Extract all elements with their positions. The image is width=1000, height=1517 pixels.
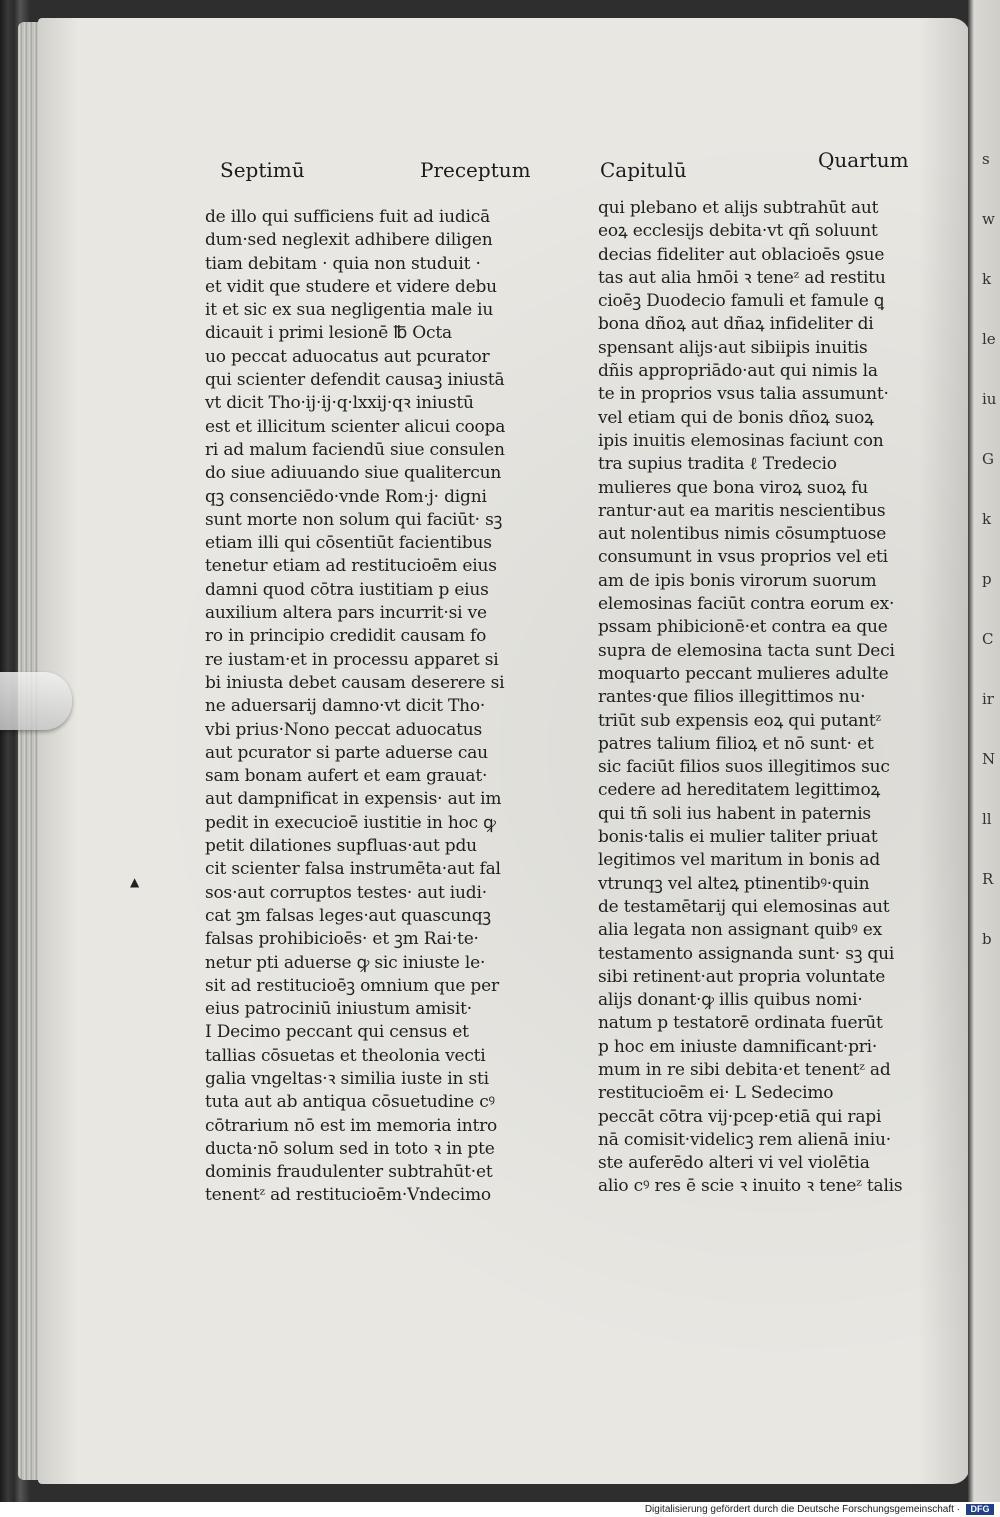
text-line: cioēꝫ Duodecio famuli et famule ꝗ xyxy=(598,291,885,312)
text-line: bona dñoꝝ aut dñaꝝ infideliter di xyxy=(598,314,874,335)
text-line: uo peccat aduocatus aut pcurator xyxy=(205,346,490,367)
text-line: alio cꝰ res ē scie ꝛ inuito ꝛ teneᶻ talis xyxy=(598,1176,903,1197)
text-line: dominis fraudulenter subtrahūt·et xyxy=(205,1162,493,1183)
text-line: sos·aut corruptos testes· aut iudi· xyxy=(205,882,487,903)
text-line: est et illicitum scienter alicui coopa xyxy=(205,416,506,437)
text-line: tallias cōsuetas et theolonia vecti xyxy=(205,1045,486,1066)
facing-page-fragment: N xyxy=(982,750,996,768)
text-line: aut pcurator si parte aduerse cau xyxy=(205,742,488,763)
text-line: sunt morte non solum qui faciūt· sꝫ xyxy=(205,509,503,530)
text-line: eius patrociniū iniustum amisit· xyxy=(205,999,472,1020)
text-line: elemosinas faciūt contra eorum ex· xyxy=(598,594,895,615)
text-line: nā comisit·videlicꝫ rem alienā iniu· xyxy=(598,1129,891,1150)
text-line: sit ad restitucioēꝫ omnium que per xyxy=(205,975,499,996)
text-line: ducta·nō solum sed in toto ꝛ in pte xyxy=(205,1138,495,1159)
facing-page-fragment: le xyxy=(982,330,996,348)
text-line: supra de elemosina tacta sunt Deci xyxy=(598,640,895,661)
text-line: mulieres que bona viroꝝ suoꝝ fu xyxy=(598,477,869,498)
text-line: netur pti aduerse ꝙ sic iniuste le· xyxy=(205,952,486,973)
text-line: vt dicit Tho·ij·ij·q·lxxij·qꝛ iniustū xyxy=(205,393,474,414)
facing-page-fragment: ll xyxy=(982,810,992,828)
text-line: vbi prius·Nono peccat aduocatus xyxy=(205,719,483,740)
text-line: ste auferēdo alteri vi vel violētia xyxy=(598,1153,870,1174)
text-line: am de ipis bonis virorum suorum xyxy=(598,570,877,591)
text-line: et vidit que studere et videre debu xyxy=(205,276,497,297)
text-line: ro in principio credidit causam fo xyxy=(205,626,487,647)
text-line: damni quod cōtra iustitiam p eius xyxy=(205,579,489,600)
text-line: bonis·talis ei mulier taliter priuat xyxy=(598,827,878,848)
facing-page-fragment: p xyxy=(982,570,992,588)
facing-page-fragment: b xyxy=(982,930,992,948)
page-clip xyxy=(0,672,72,730)
text-column-left xyxy=(205,206,535,1208)
text-line: tuta aut ab antiqua cōsuetudine cꝰ xyxy=(205,1092,495,1113)
text-line: peccāt cōtra vij·pcep·etiā qui rapi xyxy=(598,1106,882,1127)
header-right-title: Capitulū xyxy=(600,158,687,182)
text-line: galia vngeltas·ꝛ similia iuste in sti xyxy=(205,1068,489,1089)
text-line: sibi retinent·aut propria voluntate xyxy=(598,966,886,987)
text-line: auxilium altera pars incurrit·si ve xyxy=(205,603,487,624)
text-line: decias fideliter aut oblacioēs ꝯsue xyxy=(598,244,885,265)
text-line: falsas prohibicioēs· et ꝫm Rai·te· xyxy=(205,929,479,950)
text-line: rantur·aut ea maritis nescientibus xyxy=(598,500,886,521)
text-line: consumunt in vsus proprios vel eti xyxy=(598,547,888,568)
text-line: do siue adiuuando siue qualitercun xyxy=(205,463,502,484)
text-line: qui scienter defendit causaꝫ iniustā xyxy=(205,370,505,391)
text-line: tas aut alia hmōi ꝛ teneᶻ ad restitu xyxy=(598,267,886,288)
text-line: sam bonam aufert et eam grauat· xyxy=(205,766,488,787)
text-line: testamento assignanda sunt· sꝫ qui xyxy=(598,943,895,964)
text-line: aut dampnificat in expensis· aut im xyxy=(205,789,502,810)
text-line: de testamētarij qui elemosinas aut xyxy=(598,896,890,917)
facing-page-fragment: k xyxy=(982,510,992,528)
text-line: vel etiam qui de bonis dñoꝝ suoꝝ xyxy=(598,407,874,428)
text-line: triūt sub expensis eoꝝ qui putantᶻ xyxy=(598,710,881,731)
text-line: tenentᶻ ad restitucioēm·Vndecimo xyxy=(205,1185,491,1206)
facing-page-edge xyxy=(968,0,1000,1502)
text-line: petit dilationes supfluas·aut pdu xyxy=(205,836,477,857)
text-line: re iustam·et in processu apparet si xyxy=(205,649,499,670)
text-line: spensant alijs·aut sibiipis inuitis xyxy=(598,337,868,358)
text-line: sic faciūt filios suos illegitimos suc xyxy=(598,757,890,778)
text-line: legitimos vel maritum in bonis ad xyxy=(598,850,881,871)
text-line: pedit in execucioē iustitie in hoc ꝙ xyxy=(205,812,496,833)
text-line: alia legata non assignant quibꝰ ex xyxy=(598,920,883,941)
text-line: ipis inuitis elemosinas faciunt con xyxy=(598,430,884,451)
text-line: eoꝝ ecclesijs debita·vt qñ soluunt xyxy=(598,221,878,242)
text-line: ne aduersarij damno·vt dicit Tho· xyxy=(205,696,486,717)
facing-page-fragment: w xyxy=(982,210,995,228)
text-line: dum·sed neglexit adhibere diligen xyxy=(205,230,493,251)
text-line: natum p testatorē ordinata fuerūt xyxy=(598,1013,883,1034)
dfg-logo-icon: DFG xyxy=(966,1504,994,1515)
text-line: vtrunqꝫ vel alteꝝ ptinentibꝰ·quin xyxy=(598,873,870,894)
text-line: de illo qui sufficiens fuit ad iudicā xyxy=(205,207,491,227)
facing-page-fragment: k xyxy=(982,270,992,288)
text-line: patres talium filioꝝ et nō sunt· et xyxy=(598,733,874,754)
facing-page-fragment: iu xyxy=(982,390,997,408)
text-line: qui tñ soli ius habent in paternis xyxy=(598,803,871,824)
text-line: ri ad malum faciendū siue consulen xyxy=(205,439,505,460)
text-line: I Decimo peccant qui census et xyxy=(205,1022,469,1043)
text-line: cit scienter falsa instrumēta·aut fal xyxy=(205,859,501,880)
header-left-title: Preceptum xyxy=(420,158,531,182)
facing-page-fragment: s xyxy=(982,150,990,168)
text-line: tra supius tradita ℓ Tredecio xyxy=(598,454,837,475)
text-line: etiam illi qui cōsentiūt facientibus xyxy=(205,533,492,554)
text-line: pssam phibicionē·et contra ea que xyxy=(598,617,888,638)
text-line: mum in re sibi debita·et tenentᶻ ad xyxy=(598,1059,891,1080)
footer-credit: Digitalisierung gefördert durch die Deutsche Forschungsgemeinschaft · xyxy=(644,1504,960,1515)
text-line: aut nolentibus nimis cōsumptuose xyxy=(598,524,887,545)
text-line: rantes·que filios illegittimos nu· xyxy=(598,687,866,708)
text-line: tiam debitam · quia non studuit · xyxy=(205,253,481,274)
text-line: cōtrarium nō est im memoria intro xyxy=(205,1115,498,1136)
facing-page-fragment: R xyxy=(982,870,994,888)
text-line: qꝫ consenciēdo·vnde Rom·j· digni xyxy=(205,486,487,507)
header-left-page-label: Septimū xyxy=(220,158,305,182)
text-line: p hoc em iniuste damnificant·pri· xyxy=(598,1036,878,1057)
text-line: tenetur etiam ad restitucioēm eius xyxy=(205,556,497,577)
facing-page-fragment: ir xyxy=(982,690,994,708)
footer-bar xyxy=(0,1502,1000,1517)
header-right-page-label: Quartum xyxy=(818,148,909,172)
text-line: dicauit i primi lesionē ℔ Octa xyxy=(205,323,452,344)
text-column-right xyxy=(598,197,908,1199)
text-line: moquarto peccant mulieres adulte xyxy=(598,663,889,684)
text-line: alijs donant·ꝙ illis quibus nomi· xyxy=(598,990,863,1011)
text-line: cat ꝫm falsas leges·aut quascunqꝫ xyxy=(205,905,491,926)
text-line: qui plebano et alijs subtrahūt aut xyxy=(598,198,879,218)
facing-page-fragment: C xyxy=(982,630,994,648)
margin-mark-icon: ▲ xyxy=(130,875,140,889)
text-line: te in proprios vsus talia assumunt· xyxy=(598,384,889,405)
text-line: cedere ad hereditatem legittimoꝝ xyxy=(598,780,881,801)
text-line: dñis appropriādo·aut qui nimis la xyxy=(598,361,878,382)
text-line: it et sic ex sua negligentia male iu xyxy=(205,300,494,321)
text-line: restitucioēm ei· L Sedecimo xyxy=(598,1083,834,1104)
text-line: bi iniusta debet causam deserere si xyxy=(205,672,505,693)
facing-page-fragment: G xyxy=(982,450,994,468)
